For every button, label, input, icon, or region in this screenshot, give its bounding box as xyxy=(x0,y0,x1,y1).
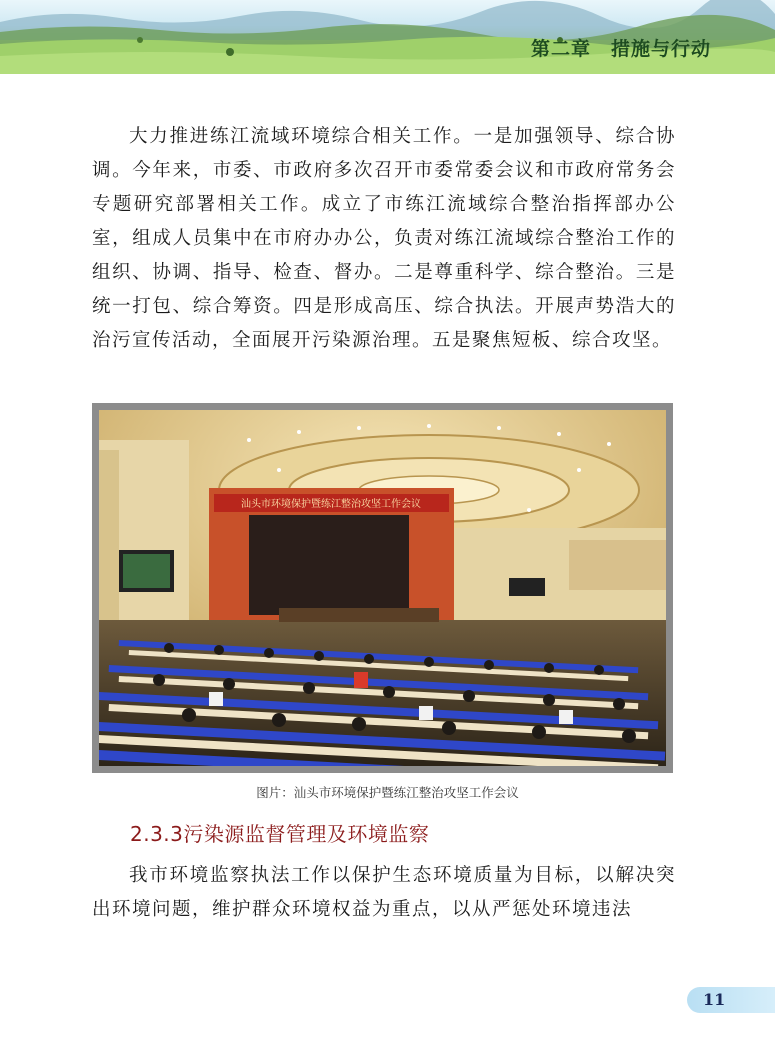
paragraph-enforcement: 我市环境监察执法工作以保护生态环境质量为目标，以解决突出环境问题，维护群众环境权益为重点，以从严惩处环境违法 xyxy=(92,865,676,920)
page-number-tab xyxy=(687,987,775,1013)
photo-caption: 图片：汕头市环境保护暨练江整治攻坚工作会议 xyxy=(256,785,519,800)
header-banner xyxy=(0,0,775,74)
conference-banner-text: 汕头市环境保护暨练江整治攻坚工作会议 xyxy=(241,499,421,510)
paragraph-intro: 大力推进练江流域环境综合相关工作。一是加强领导、综合协调。今年来，市委、市政府多次召开市委常委会议和市政府常务会专题研究部署相关工作。成立了市练江流域综合整治指挥部办公室，组成人员集中在市府办办公，负责对练江流域综合整治工作的组织、协调、指导、检查、督办。二是尊重科学、综合整治。三是统一打包、综合筹资。四是形成高压、综合执法。开展声势浩大的治污宣传活动，全面展开污染源治理。五是聚焦短板、综合攻坚。 xyxy=(92,126,676,351)
chapter-title: 第二章 措施与行动 xyxy=(530,38,711,60)
section-heading: 2.3.3污染源监督管理及环境监察 xyxy=(130,822,430,846)
conference-photo xyxy=(92,403,673,773)
page-number: 11 xyxy=(703,990,726,1009)
conference-hall-image xyxy=(99,410,666,766)
